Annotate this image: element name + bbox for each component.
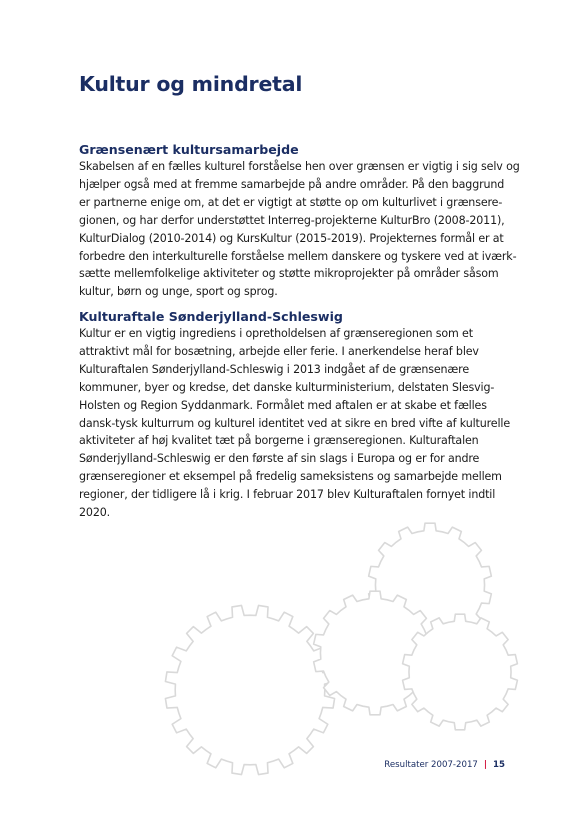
body-line: attraktivt mål for bosætning, arbejde eller ferie. I anerkendelse heraf blev xyxy=(79,344,479,358)
body-line: gionen, og har derfor understøttet Interreg-projekterne KulturBro (2008-2011), xyxy=(79,213,505,227)
body-line: kommuner, byer og kredse, det danske kulturministerium, delstaten Slesvig- xyxy=(79,380,495,394)
body-line: forbedre den interkulturelle forståelse mellem danskere og tyskere ved at iværk- xyxy=(79,249,517,263)
body-line: er partnerne enige om, at det er vigtigt at støtte op om kulturlivet i grænsere- xyxy=(79,195,503,209)
gear-icon-large-left xyxy=(165,605,334,774)
body-line: dansk-tysk kulturrum og kulturel identitet ved at sikre en bred vifte af kulturelle xyxy=(79,416,511,430)
footer-separator: | xyxy=(483,760,488,770)
page-number: 15 xyxy=(493,760,505,770)
section-heading: Grænsenært kultursamarbejde xyxy=(79,142,299,157)
body-line: Kultur er en vigtig ingrediens i opretholdelsen af grænseregionen som et xyxy=(79,327,473,340)
body-line: Kulturaftalen Sønderjylland-Schleswig i 2013 indgået af de grænsenære xyxy=(79,362,469,376)
footer-report-title: Resultater 2007-2017 xyxy=(384,760,478,770)
body-line: regioner, der tidligere lå i krig. I februar 2017 blev Kulturaftalen fornyet indtil xyxy=(79,488,496,502)
section-heading: Kulturaftale Sønderjylland-Schleswig xyxy=(79,309,343,324)
body-line: grænseregioner et eksempel på fredelig sameksistens og samarbejde mellem xyxy=(79,470,502,484)
body-line: hjælper også med at fremme samarbejde på andre områder. På den baggrund xyxy=(79,177,505,191)
body-line: aktiviteter af høj kvalitet tæt på borgerne i grænseregionen. Kulturaftalen xyxy=(79,434,479,448)
body-line: KulturDialog (2010-2014) og KursKultur (2015-2019). Projekternes formål er at xyxy=(79,231,504,245)
page-title: Kultur og mindretal xyxy=(79,72,303,96)
body-line: Sønderjylland-Schleswig er den første af sin slags i Europa og er for andre xyxy=(79,452,480,466)
page-footer xyxy=(384,760,505,770)
gear-outline xyxy=(165,605,334,774)
body-line: kultur, børn og unge, sport og sprog. xyxy=(79,285,278,299)
body-line: Holsten og Region Syddanmark. Formålet med aftalen er at skabe et fælles xyxy=(79,398,487,412)
body-line: sætte mellemfolkelige aktiviteter og støtte mikroprojekter på områder såsom xyxy=(79,267,499,281)
body-line: 2020. xyxy=(79,506,111,520)
body-line: Skabelsen af en fælles kulturel forståelse hen over grænsen er vigtig i sig selv og xyxy=(79,160,520,173)
